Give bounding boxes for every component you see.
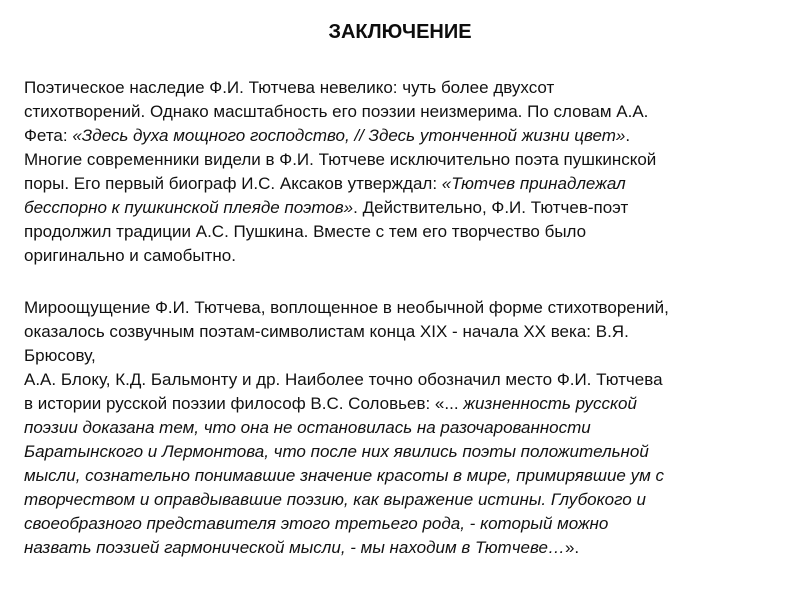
text-segment: Брюсову, (24, 346, 96, 365)
text-segment: назвать поэзией гармонической мысли, - мы находим в Тютчеве… (24, 538, 565, 557)
text-line (24, 440, 776, 464)
text-line (24, 488, 776, 512)
paragraph (24, 76, 776, 268)
text-line (24, 344, 776, 368)
text-line (24, 368, 776, 392)
text-segment: Баратынского и Лермонтова, что после них явились поэты положительной (24, 442, 649, 461)
text-segment: А.А. Блоку, К.Д. Бальмонту и др. Наиболее точно обозначил место Ф.И. Тютчева (24, 370, 663, 389)
text-segment: стихотворений. Однако масштабность его поэзии неизмерима. По словам А.А. (24, 102, 649, 121)
text-line (24, 416, 776, 440)
document-body (24, 76, 776, 560)
text-line (24, 536, 776, 560)
text-segment: «Здесь духа мощного господство, // Здесь утонченной жизни цвет» (72, 126, 626, 145)
text-segment: в истории русской поэзии философ В.С. Соловьев: «... (24, 394, 464, 413)
text-line (24, 392, 776, 416)
text-segment: оказалось созвучным поэтам-символистам конца XIX - начала XX века: В.Я. (24, 322, 629, 341)
text-segment: продолжил традиции А.С. Пушкина. Вместе с тем его творчество было (24, 222, 587, 241)
text-segment: Мироощущение Ф.И. Тютчева, воплощенное в необычной форме стихотворений, (24, 298, 669, 317)
text-line (24, 512, 776, 536)
text-line (24, 196, 776, 220)
text-segment: Многие современники видели в Ф.И. Тютчеве исключительно поэта пушкинской (24, 150, 657, 169)
text-segment: ». (564, 538, 580, 557)
text-segment: жизненность русской (463, 394, 637, 413)
text-line (24, 100, 776, 124)
text-line (24, 296, 776, 320)
text-segment: «Тютчев принадлежал (441, 174, 626, 193)
text-line (24, 320, 776, 344)
text-segment: поры. Его первый биограф И.С. Аксаков утверждал: (24, 174, 442, 193)
page-title: ЗАКЛЮЧЕНИЕ (328, 21, 472, 43)
text-segment: . Действительно, Ф.И. Тютчев-поэт (353, 198, 629, 217)
text-line (24, 244, 776, 268)
text-line (24, 464, 776, 488)
text-line (24, 124, 776, 148)
text-segment: поэзии доказана тем, что она не остановилась на разочарованности (24, 418, 591, 437)
text-segment: Фета: (24, 126, 73, 145)
text-line (24, 172, 776, 196)
text-segment: Поэтическое наследие Ф.И. Тютчева невелико: чуть более двухсот (24, 78, 555, 97)
text-segment: . (625, 126, 631, 145)
text-line (24, 220, 776, 244)
text-segment: бесспорно к пушкинской плеяде поэтов» (24, 198, 354, 217)
text-segment: творчеством и оправдывавшие поэзию, как выражение истины. Глубокого и (24, 490, 646, 509)
text-segment: своеобразного представителя этого третьего рода, - который можно (24, 514, 609, 533)
text-line (24, 148, 776, 172)
text-line (24, 76, 776, 100)
text-segment: оригинально и самобытно. (24, 246, 236, 265)
paragraph (24, 296, 776, 560)
text-segment: мысли, сознательно понимавшие значение красоты в мире, примирявшие ум с (24, 466, 664, 485)
